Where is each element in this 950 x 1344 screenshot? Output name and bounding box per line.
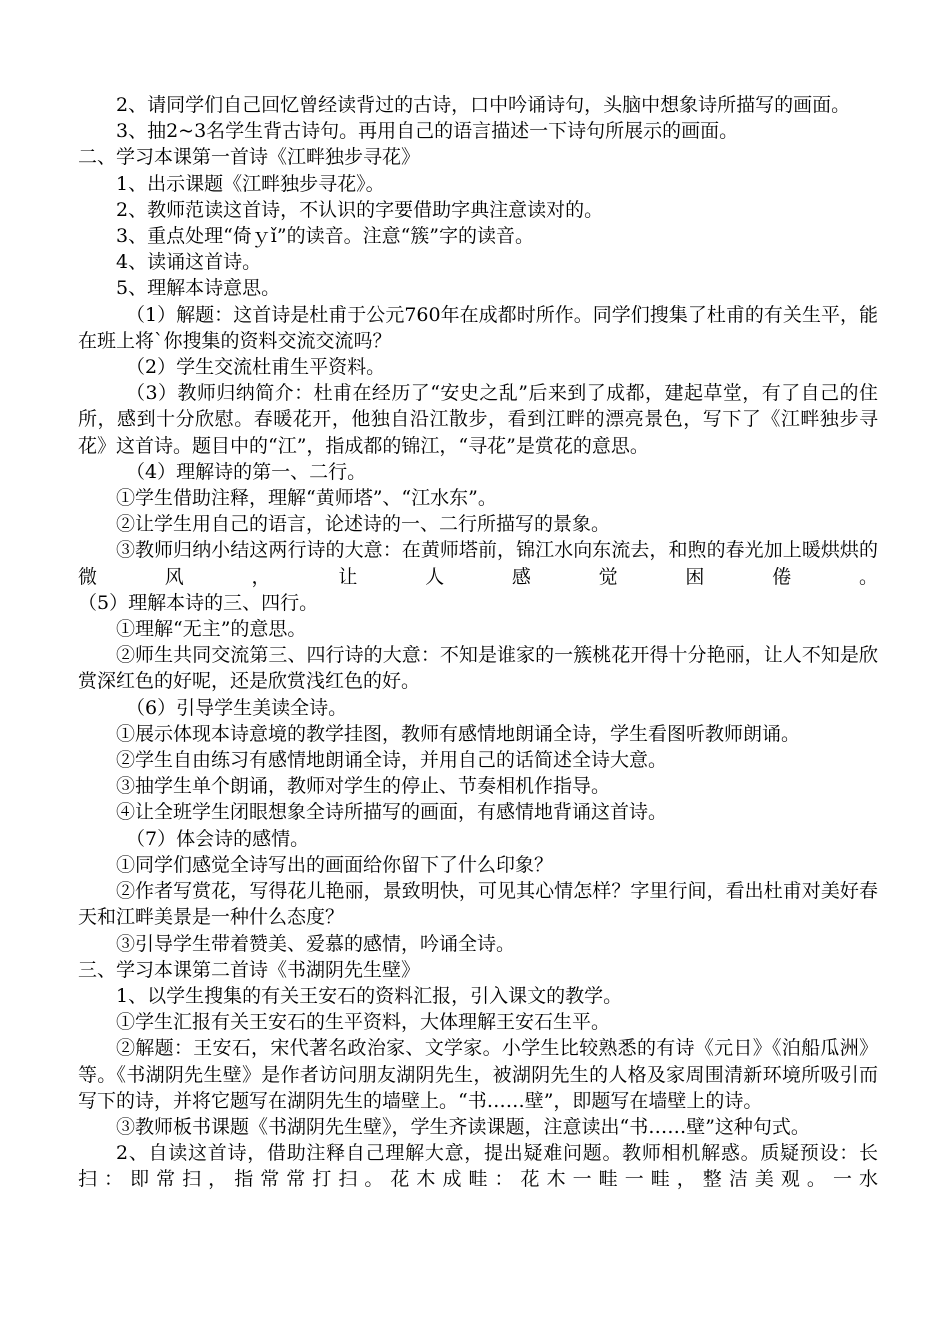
paragraph-share-biography: （2）学生交流杜甫生平资料。 — [126, 356, 386, 379]
item-recite-with-feeling: ③引导学生带着赞美、爱慕的感情，吟诵全诗。 — [116, 932, 516, 955]
paragraph-lines-one-two: （4）理解诗的第一、二行。 — [126, 460, 367, 483]
step-teacher-reading: 2、教师范读这首诗，不认识的字要借助字典注意读对的。 — [116, 198, 604, 221]
item-recite-from-memory: ④让全班学生闭眼想象全诗所描写的画面，有感情地背诵这首诗。 — [116, 801, 668, 824]
item-free-practice: ②学生自由练习有感情地朗诵全诗，并用自己的话简述全诗大意。 — [116, 749, 668, 772]
step-understand-meaning: 5、理解本诗意思。 — [116, 277, 281, 300]
paragraph-recite-poems: 3、抽2~3名学生背古诗句。再用自己的语言描述一下诗句所展示的画面。 — [116, 120, 739, 143]
paragraph-teacher-summary: （3）教师归纳简介：杜甫在经历了“安史之乱”后来到了成都，建起草堂，有了自己的住所，感到十分欣慰。春暖花开，他独自沿江散步，看到江畔的漂亮景色，写下了《江畔独步寻花》这首诗。题目中的“江”，指成都的锦江，“寻花”是赏花的意思。 — [78, 382, 878, 457]
item-author-mood: ②作者写赏花，写得花儿艳丽，景致明快，可见其心情怎样？字里行间，看出杜甫对美好春天和江畔美景是一种什么态度？ — [78, 880, 878, 929]
paragraph-beautiful-reading: （6）引导学生美读全诗。 — [126, 696, 348, 719]
paragraph-feelings: （7）体会诗的感情。 — [126, 827, 310, 850]
item-wall-chart: ①展示体现本诗意境的教学挂图，教师有感情地朗诵全诗，学生看图听教师朗诵。 — [116, 722, 801, 745]
item-board-title: ③教师板书课题《书湖阴先生壁》，学生齐读课题，注意读出“书……壁”这种句式。 — [116, 1115, 810, 1138]
item-annotations: ①学生借助注释，理解“黄师塔”、“江水东”。 — [116, 487, 497, 510]
step-self-reading: 2、自读这首诗，借助注释自己理解大意，提出疑难问题。教师相机解惑。质疑预设：长扫：即常扫，指常常打扫。花木成畦：花木一畦一畦，整洁美观。一水 — [78, 1142, 878, 1191]
item-shared-meaning: ②师生共同交流第三、四行诗的大意：不知是谁家的一簇桃花开得十分艳丽，让人不知是欣赏深红色的好呢，还是欣赏浅红色的好。 — [78, 644, 878, 693]
step-pronunciation: 3、重点处理“倚ｙǐ”的读音。注意“簇”字的读音。 — [116, 225, 535, 248]
step-read-poem: 4、读诵这首诗。 — [116, 251, 262, 274]
item-impression: ①同学们感觉全诗写出的画面给你留下了什么印象？ — [116, 853, 554, 876]
item-individual-reading: ③抽学生单个朗诵，教师对学生的停止、节奏相机作指导。 — [116, 775, 611, 798]
paragraph-recall-poems: 2、请同学们自己回忆曾经读背过的古诗，口中吟诵诗句，头脑中想象诗所描写的画面。 — [116, 94, 851, 116]
item-biography-report: ①学生汇报有关王安石的生平资料，大体理解王安石生平。 — [116, 1011, 611, 1034]
step-show-title: 1、出示课题《江畔独步寻花》。 — [116, 172, 385, 195]
section-heading-poem-two: 三、学习本课第二首诗《书湖阴先生壁》 — [78, 958, 421, 981]
paragraph-lines-three-four: （5）理解本诗的三、四行。 — [78, 591, 319, 614]
item-describe-scene: ②让学生用自己的语言，论述诗的一、二行所描写的景象。 — [116, 513, 611, 536]
step-wang-anshi-report: 1、以学生搜集的有关王安石的资料汇报，引入课文的教学。 — [116, 984, 623, 1007]
paragraph-title-explanation: （1）解题：这首诗是杜甫于公元760年在成都时所作。同学们搜集了杜甫的有关生平，能在班上将`你搜集的资料交流交流吗？ — [78, 303, 878, 352]
item-wuzhu: ①理解“无主”的意思。 — [116, 618, 307, 641]
lesson-plan-text — [78, 92, 878, 1193]
section-heading-poem-one: 二、学习本课第一首诗《江畔独步寻花》 — [78, 146, 421, 169]
item-title-explanation: ②解题：王安石，宋代著名政治家、文学家。小学生比较熟悉的有诗《元日》《泊船瓜洲》等。《书湖阴先生壁》是作者访问朋友湖阴先生，被湖阴先生的人格及家周围清新环境所吸引而写下的诗，并将它题写在湖阴先生的墙壁上。“书……壁”，即题写在墙壁上的诗。 — [78, 1037, 878, 1112]
item-summary-two-lines: ③教师归纳小结这两行诗的大意：在黄师塔前，锦江水向东流去，和煦的春光加上暖烘烘的微风，让人感觉困倦。 — [78, 539, 878, 588]
